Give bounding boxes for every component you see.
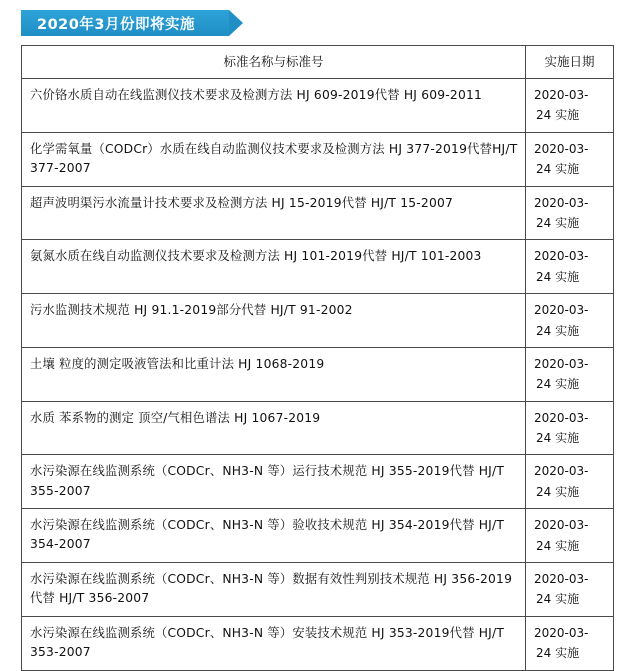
date-line-secondary: 24 实施 [536, 377, 580, 392]
date-line-primary: 2020-03- [534, 249, 589, 264]
date-line-primary: 2020-03- [534, 141, 589, 156]
table-row [22, 186, 614, 240]
date-line-secondary: 24 实施 [536, 592, 580, 607]
standard-name-cell: 水质 苯系物的测定 顶空/气相色谱法 HJ 1067-2019 [22, 401, 526, 455]
banner-bar [21, 10, 229, 36]
table-row [22, 563, 614, 617]
implementation-date-cell [526, 563, 614, 617]
date-line-primary: 2020-03- [534, 625, 589, 640]
table-row [22, 401, 614, 455]
date-line-primary: 2020-03- [534, 410, 589, 425]
table-row [22, 132, 614, 186]
standard-name-cell: 污水监测技术规范 HJ 91.1-2019部分代替 HJ/T 91-2002 [22, 294, 526, 348]
standard-name-cell: 氨氮水质在线自动监测仪技术要求及检测方法 HJ 101-2019代替 HJ/T 101-2003 [22, 240, 526, 294]
implementation-date-cell [526, 455, 614, 509]
date-line-secondary: 24 实施 [536, 484, 580, 499]
date-line-primary: 2020-03- [534, 88, 589, 102]
section-banner [21, 10, 257, 36]
table-row [22, 347, 614, 401]
table-row [22, 455, 614, 509]
date-line-secondary: 24 实施 [536, 162, 580, 177]
table-row [22, 509, 614, 563]
implementation-date-cell [526, 186, 614, 240]
standard-name-cell: 水污染源在线监测系统（CODCr、NH3-N 等）数据有效性判别技术规范 HJ 356-2019代替 HJ/T 356-2007 [22, 563, 526, 617]
standard-name-cell: 超声波明渠污水流量计技术要求及检测方法 HJ 15-2019代替 HJ/T 15-2007 [22, 186, 526, 240]
implementation-date-cell [526, 509, 614, 563]
standard-name-cell: 水污染源在线监测系统（CODCr、NH3-N 等）安装技术规范 HJ 353-2019代替 HJ/T 353-2007 [22, 616, 526, 670]
date-line-primary: 2020-03- [534, 195, 589, 210]
implementation-date-cell [526, 347, 614, 401]
standard-name-cell: 化学需氧量（CODCr）水质在线自动监测仪技术要求及检测方法 HJ 377-2019代替HJ/T 377-2007 [22, 132, 526, 186]
standard-name-cell: 水污染源在线监测系统（CODCr、NH3-N 等）运行技术规范 HJ 355-2019代替 HJ/T 355-2007 [22, 455, 526, 509]
banner-title: 2020年3月份即将实施 [37, 16, 195, 33]
table-row [22, 240, 614, 294]
date-line-secondary: 24 实施 [536, 538, 580, 553]
implementation-date-cell [526, 240, 614, 294]
date-line-secondary: 24 实施 [536, 215, 580, 230]
standards-table [21, 45, 614, 671]
date-line-secondary: 24 实施 [536, 431, 580, 446]
date-line-secondary: 24 实施 [536, 269, 580, 284]
implementation-date-cell [526, 294, 614, 348]
date-line-primary: 2020-03- [534, 303, 589, 318]
date-line-secondary: 24 实施 [536, 108, 580, 123]
date-line-primary: 2020-03- [534, 572, 589, 587]
implementation-date-cell [526, 79, 614, 133]
column-header-date: 实施日期 [526, 46, 614, 79]
table-header [22, 46, 614, 79]
implementation-date-cell [526, 401, 614, 455]
column-header-name: 标准名称与标准号 [22, 46, 526, 79]
date-line-secondary: 24 实施 [536, 646, 580, 661]
banner-arrow-icon [229, 10, 243, 36]
standards-table-container [21, 45, 613, 671]
implementation-date-cell [526, 132, 614, 186]
table-row [22, 616, 614, 670]
date-line-primary: 2020-03- [534, 518, 589, 533]
table-body [22, 79, 614, 671]
implementation-date-cell [526, 616, 614, 670]
standard-name-cell: 六价铬水质自动在线监测仪技术要求及检测方法 HJ 609-2019代替 HJ 609-2011 [22, 79, 526, 133]
standard-name-cell: 土壤 粒度的测定吸液管法和比重计法 HJ 1068-2019 [22, 347, 526, 401]
standard-name-cell: 水污染源在线监测系统（CODCr、NH3-N 等）验收技术规范 HJ 354-2019代替 HJ/T 354-2007 [22, 509, 526, 563]
table-row [22, 79, 614, 133]
date-line-primary: 2020-03- [534, 464, 589, 479]
table-header-row [22, 46, 614, 79]
date-line-secondary: 24 实施 [536, 323, 580, 338]
date-line-primary: 2020-03- [534, 356, 589, 371]
table-row [22, 294, 614, 348]
